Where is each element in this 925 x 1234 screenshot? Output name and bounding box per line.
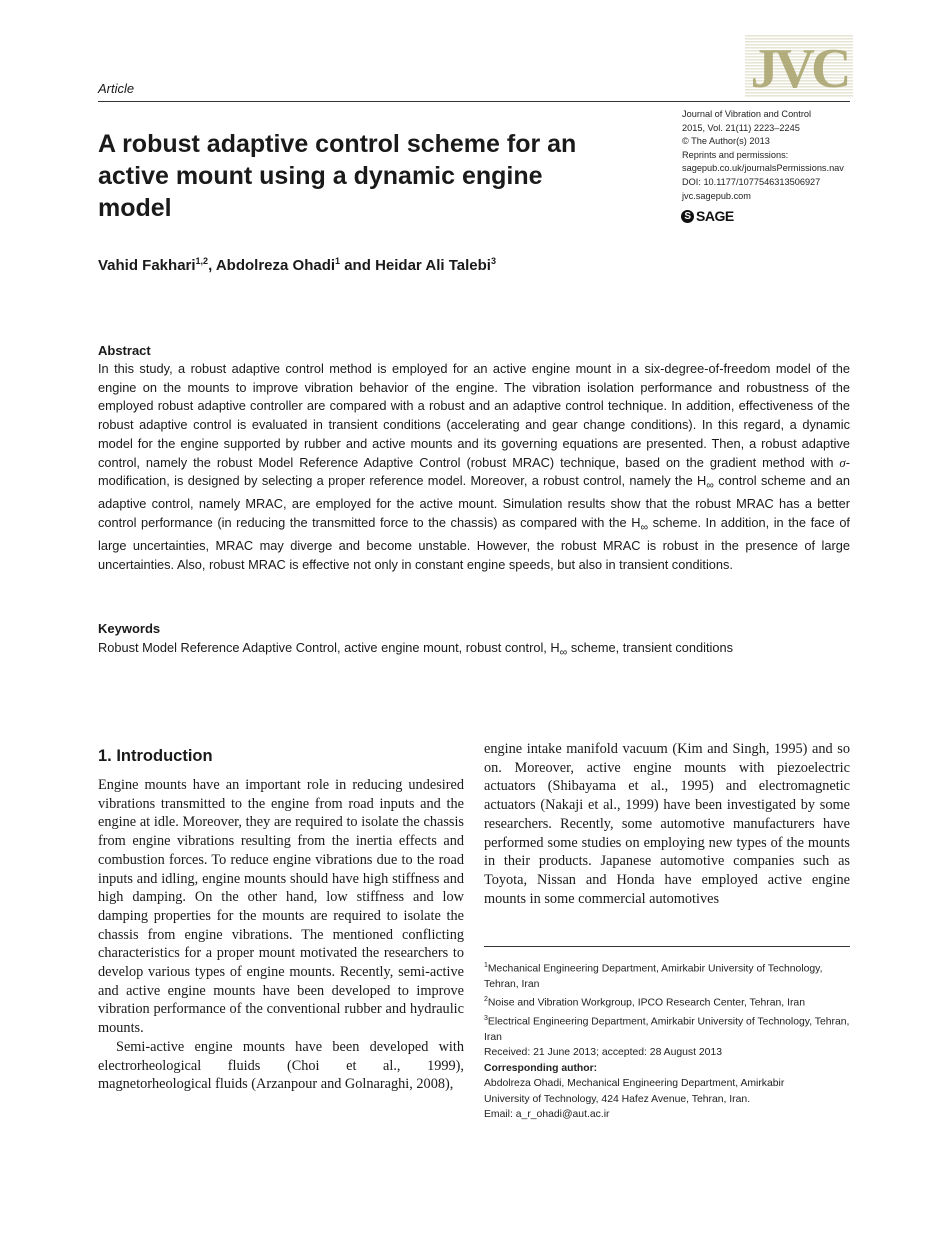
received-dates: Received: 21 June 2013; accepted: 28 August 2013 xyxy=(484,1047,723,1059)
journal-name: Journal of Vibration and Control xyxy=(682,109,812,119)
keywords-heading: Keywords xyxy=(98,621,161,636)
abstract-text-part: In this study, a robust adaptive control method is employed for an active engine mount in a six-degree-of-freedom model of the engine on the mounts to improve vibration behavior of the engine. The vibration isolation performance and robustness of the employed robust adaptive controller are compared with a robust and an adaptive control technique. In addition, effectiveness of the robust adaptive control is evaluated in transient conditions (accelerating and gear change conditions). In this regard, a dynamic model for the engine supported by rubber and active mounts and its governing equations are presented. Then, a robust adaptive control, namely the robust Model Reference Adaptive Control (robust MRAC) technique, based on the gradient method with xyxy=(98,361,850,470)
author-name: Vahid Fakhari xyxy=(98,257,196,274)
abstract-text xyxy=(98,360,850,575)
intro-paragraph-2: Semi-active engine mounts have been developed with electrorheological fluids (Choi et al., 1999), magnetorheological fluids (Arzanpour and Golnaraghi, 2008), xyxy=(98,1038,464,1093)
author-affiliation: 1,2 xyxy=(195,256,209,266)
corresponding-author-heading: Corresponding author: xyxy=(484,1062,598,1074)
section-heading-introduction: 1. Introduction xyxy=(98,747,213,765)
affiliation-footnote xyxy=(484,958,854,992)
sage-icon: S xyxy=(681,210,694,223)
publisher-name: SAGE xyxy=(696,208,734,224)
corresponding-author-email[interactable]: Email: a_r_ohadi@aut.ac.ir xyxy=(484,1109,610,1121)
affiliation-footnote xyxy=(484,1011,854,1045)
reprints-line: Reprints and permissions: xyxy=(682,149,789,160)
author-separator: , xyxy=(208,257,216,274)
article-type-label: Article xyxy=(98,81,135,96)
affiliation-text: Electrical Engineering Department, Amirkabir University of Technology, Tehran, Iran xyxy=(484,1016,850,1044)
permissions-link[interactable]: sagepub.co.uk/journalsPermissions.nav xyxy=(682,163,844,174)
infinity-subscript: ∞ xyxy=(640,521,649,534)
corresponding-author-line: Abdolreza Ohadi, Mechanical Engineering Department, Amirkabir xyxy=(484,1078,785,1090)
author-name: Abdolreza Ohadi xyxy=(215,257,336,274)
keywords-text-part: Robust Model Reference Adaptive Control, active engine mount, robust control, H xyxy=(98,640,560,655)
abstract-text-part: scheme. In addition, in the face of large uncertainties, MRAC may diverge and become unstable. However, the robust MRAC is robust in the presence of large uncertainties. Also, robust MRAC is effective not only in constant engine speeds, but also in transient conditions. xyxy=(98,515,850,573)
corresponding-author-line: University of Technology, 424 Hafez Avenue, Tehran, Iran. xyxy=(484,1093,751,1105)
abstract-text-part: control scheme and an adaptive control, namely MRAC, are employed for the active mount. Simulation results show that the robust MRAC has a better control performance (in reducing the transmitted force to the chassis) as compared with the H xyxy=(98,473,850,531)
author-separator: and xyxy=(340,257,376,274)
infinity-subscript: ∞ xyxy=(559,646,568,659)
keywords-text xyxy=(98,639,858,662)
intro-paragraph-1: Engine mounts have an important role in reducing undesired vibrations transmitted to the engine from road inputs and the engine at idle. Moreover, they are required to isolate the chassis from engine vibrations resulting from the inertia effects and combustion forces. To reduce engine vibrations due to the road inputs and idling, engine mounts should have high stiffness and high damping. On the other hand, low stiffness and low damping properties for the mounts are required to isolate the chassis from engine vibrations. The mentioned conflicting characteristics for a proper mount motivated the researchers to develop various types of engine mounts. Recently, semi-active and active engine mounts have been developed to improve vibration performance of the conventional rubber and hydraulic mounts. xyxy=(98,777,464,1037)
journal-website-link[interactable]: jvc.sagepub.com xyxy=(682,190,751,201)
author-list xyxy=(98,256,496,274)
journal-info xyxy=(682,108,882,203)
journal-logo-text: JVC xyxy=(750,38,848,97)
keywords-text-part: scheme, transient conditions xyxy=(567,640,734,655)
footnote-divider xyxy=(484,946,850,947)
paper-title: A robust adaptive control scheme for an active mount using a dynamic engine model xyxy=(98,130,577,222)
footnote-number: 3 xyxy=(484,1015,488,1023)
author-affiliation: 3 xyxy=(490,256,496,266)
author-affiliation: 1 xyxy=(335,256,341,266)
author-name: Heidar Ali Talebi xyxy=(375,257,491,274)
infinity-subscript: ∞ xyxy=(706,479,714,492)
footnote-number: 1 xyxy=(484,962,488,969)
sigma-symbol: σ xyxy=(839,455,846,470)
journal-volume: 2015, Vol. 21(11) 2223–2245 xyxy=(682,122,800,133)
affiliation-text: Noise and Vibration Workgroup, IPCO Research Center, Tehran, Iran xyxy=(487,997,805,1009)
footnotes xyxy=(484,958,854,1122)
abstract-text-part: -modification, is designed by selecting a proper reference model. Moreover, a robust control, namely the H xyxy=(98,454,850,489)
journal-logo xyxy=(745,35,853,97)
left-column xyxy=(98,776,464,1094)
copyright-line: © The Author(s) 2013 xyxy=(682,136,770,147)
intro-paragraph-continued: engine intake manifold vacuum (Kim and Singh, 1995) and so on. Moreover, active engine mounts with piezoelectric actuators (Shibayama et al., 1995) and electromagnetic actuators (Nakaji et al., 1999) have been investigated by some researchers. Recently, some automotive manufacturers have performed some studies on employing new types of the mounts in their products. Japanese automotive companies such as Toyota, Nissan and Honda have employed active engine mounts in some commercial automotives xyxy=(484,741,850,907)
footnote-number: 2 xyxy=(484,996,488,1004)
abstract-heading: Abstract xyxy=(98,343,151,358)
doi-line[interactable]: DOI: 10.1177/1077546313506927 xyxy=(682,176,821,187)
header-divider xyxy=(98,101,850,102)
affiliation-text: Mechanical Engineering Department, Amirkabir University of Technology, Tehran, Iran xyxy=(484,963,823,990)
right-column xyxy=(484,740,850,908)
affiliation-footnote xyxy=(484,992,854,1011)
publisher-logo xyxy=(681,208,734,224)
